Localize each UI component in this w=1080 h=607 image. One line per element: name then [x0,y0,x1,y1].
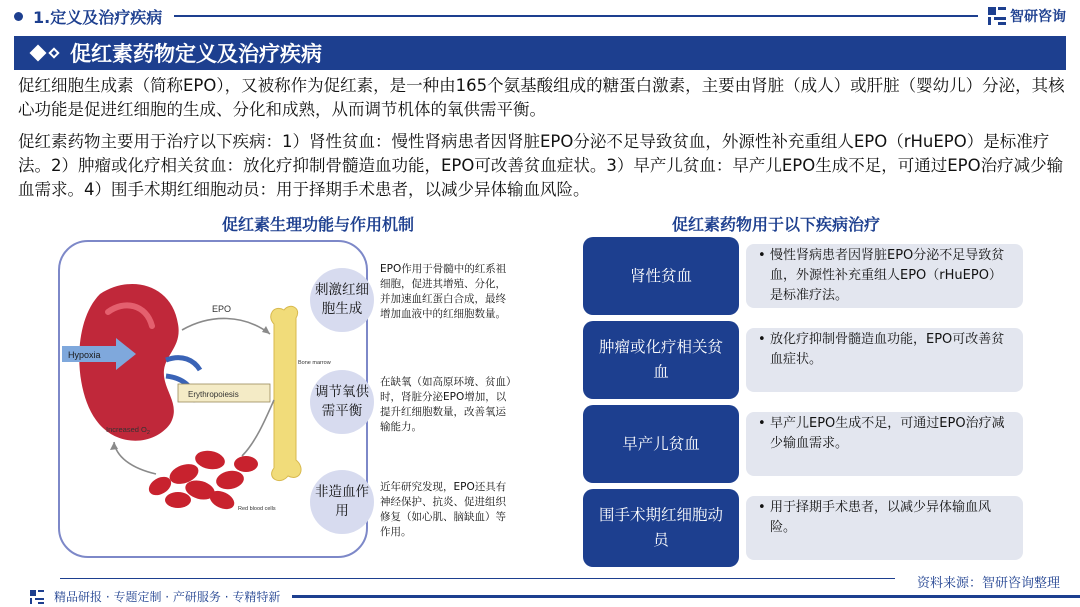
footer-logo-icon [30,590,44,604]
source-note: 资料来源：智研咨询整理 [916,576,1060,591]
left-panel-title: 促红素生理功能与作用机制 [222,215,415,234]
source-divider [60,578,895,579]
mechanism-circle-oxygen-balance: 调节氧供需平衡 [310,370,374,434]
disease-tumor-chemo-anemia: 肿瘤或化疗相关贫血 [583,321,739,399]
disease-renal-anemia: 肾性贫血 [583,237,739,315]
footer-bar [0,586,1080,607]
epo-arrow [182,318,270,334]
mechanism-circle-non-hematopoietic: 非造血作用 [310,470,374,534]
mechanism-text-stimulate-rbc: EPO作用于骨髓中的红系祖细胞，促进其增殖、分化，并加速血红蛋白合成，最终增加血液中的红细胞数量。 [380,263,507,320]
increased-o2-arrow-head [110,442,118,450]
mechanism-text-oxygen-balance: 在缺氧（如高原环境、贫血）时，肾脏分泌EPO增加，以提升红细胞数量，改善氧运输能力。 [380,376,512,433]
red-blood-cells [146,449,258,513]
disease-desc-text: 早产儿EPO生成不足，可通过EPO治疗减少输血需求。 [770,416,1005,451]
header-divider [174,15,978,17]
o2-subscript: 2 [146,430,150,436]
disease-desc-renal-anemia [746,244,1023,308]
increased-o2-arrow [114,442,156,474]
page-title: 促红素药物定义及治疗疾病 [70,42,322,66]
bullet-icon: • [758,332,766,347]
red-blood-cells-label: Red blood cells [238,506,276,512]
diamond-outline-icon [48,47,59,58]
bone-marrow-label: Bone marrow [298,360,331,366]
disease-desc-premature-anemia [746,412,1023,476]
footer-divider [292,595,1080,598]
intro-paragraph-definition: 促红细胞生成素（简称EPO），又被称作为促红素，是一种由165个氨基酸组成的糖蛋白激素，主要由肾脏（成人）或肝脏（婴幼儿）分泌，其核心功能是促进红细胞的生成、分化和成熟，从而调节机体的氧供需平衡。 [18,76,1065,119]
section-bullet-icon [14,12,23,21]
mechanism-text-non-hematopoietic: 近年研究发现，EPO还具有神经保护、抗炎、促进组织修复（如心肌、脑缺血）等作用。 [380,481,507,538]
mechanism-circle-stimulate-rbc: 刺激红细胞生成 [310,268,374,332]
disease-desc-text: 放化疗抑制骨髓造血功能，EPO可改善贫血症状。 [770,332,1005,367]
brand-logo-icon [988,7,1006,25]
disease-desc-text: 用于择期手术患者，以减少异体输血风险。 [770,500,992,535]
disease-perioperative: 围手术期红细胞动员 [583,489,739,567]
bullet-icon: • [758,248,766,263]
title-banner [14,36,1066,70]
intro-paragraph-indications: 促红素药物主要用于治疗以下疾病：1）肾性贫血：慢性肾病患者因肾脏EPO分泌不足导致贫血，外源性补充重组人EPO（rHuEPO）是标准疗法。2）肿瘤或化疗相关贫血：放化疗抑制骨髓造血功能，EPO可改善贫血症状。3）早产儿贫血：早产儿EPO生成不足，可通过EPO治疗减少输血需求。4）围手术期红细胞动员：用于择期手术患者，以减少异体输血风险。 [18,132,1064,199]
disease-desc-perioperative [746,496,1023,560]
bullet-icon: • [758,416,766,431]
section-title: 1.定义及治疗疾病 [33,7,163,27]
brand-name: 智研咨询 [1010,9,1066,25]
right-panel-title: 促红素药物用于以下疾病治疗 [672,215,881,234]
erythropoiesis-arrow [242,400,274,456]
erythropoiesis-label: Erythropoiesis [188,390,239,399]
increased-o2-label: Increased O [106,425,147,434]
diamond-icon [30,45,47,62]
disease-premature-anemia: 早产儿贫血 [583,405,739,483]
brand-logo-block [988,6,1066,26]
top-bar [0,0,1080,32]
footer-slogan: 精品研报 · 专题定制 · 产研服务 · 专精特新 [54,590,281,604]
disease-desc-tumor-chemo-anemia [746,328,1023,392]
disease-desc-text: 慢性肾病患者因肾脏EPO分泌不足导致贫血，外源性补充重组人EPO（rHuEPO）是标准疗法。 [770,248,1005,303]
bullet-icon: • [758,500,766,515]
bone-shape [271,306,301,480]
epo-label: EPO [212,304,232,314]
hypoxia-label: Hypoxia [68,350,101,360]
